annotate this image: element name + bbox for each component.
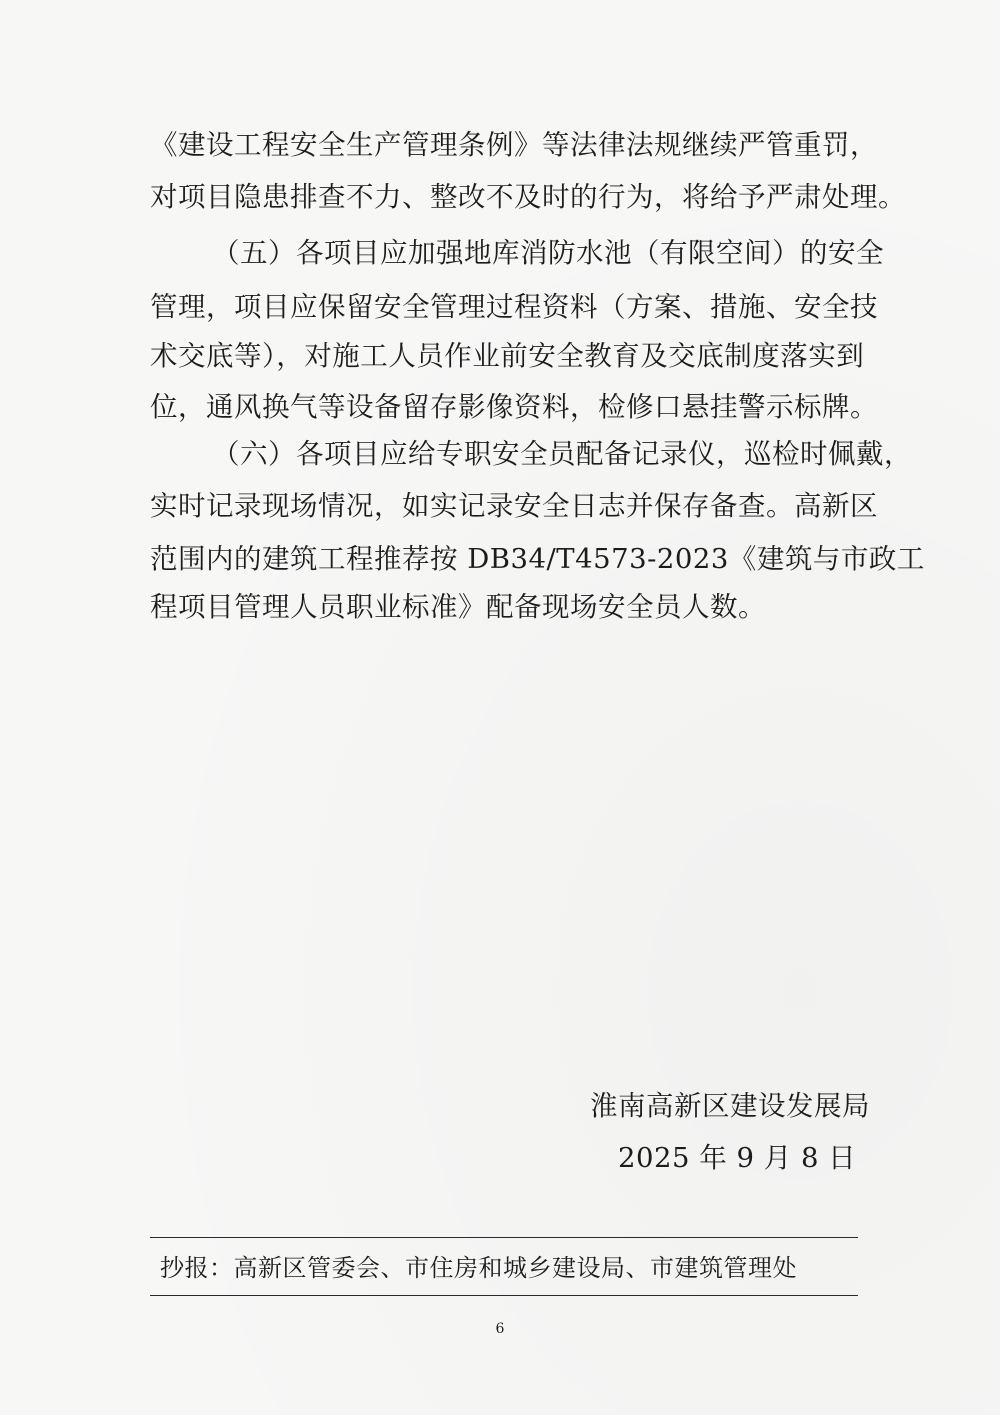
cc-top-rule	[150, 1237, 858, 1238]
body-line: 程项目管理人员职业标准》配备现场安全员人数。	[150, 591, 766, 623]
paragraph-6-start: （六）各项目应给专职安全员配备记录仪，巡检时佩戴，	[212, 438, 912, 470]
cc-recipients: 抄报：高新区管委会、市住房和城乡建设局、市建筑管理处	[160, 1254, 797, 1282]
body-line: 术交底等），对施工人员作业前安全教育及交底制度落实到	[150, 340, 865, 372]
body-line: 《建设工程安全生产管理条例》等法律法规继续严管重罚，	[150, 129, 878, 161]
cc-bottom-rule	[150, 1295, 858, 1296]
paragraph-5-start: （五）各项目应加强地库消防水池（有限空间）的安全	[212, 237, 884, 269]
body-line: 实时记录现场情况，如实记录安全日志并保存备查。高新区	[150, 490, 878, 522]
issue-date: 2025 年 9 月 8 日	[618, 1142, 857, 1174]
issuing-organization: 淮南高新区建设发展局	[590, 1090, 870, 1122]
body-line: 位，通风换气等设备留存影像资料，检修口悬挂警示标牌。	[150, 391, 878, 423]
body-line: 范围内的建筑工程推荐按 DB34/T4573-2023《建筑与市政工	[150, 543, 925, 575]
page-number: 6	[495, 1321, 505, 1337]
body-line: 对项目隐患排查不力、整改不及时的行为，将给予严肃处理。	[150, 181, 906, 213]
body-line: 管理，项目应保留安全管理过程资料（方案、措施、安全技	[150, 291, 878, 323]
